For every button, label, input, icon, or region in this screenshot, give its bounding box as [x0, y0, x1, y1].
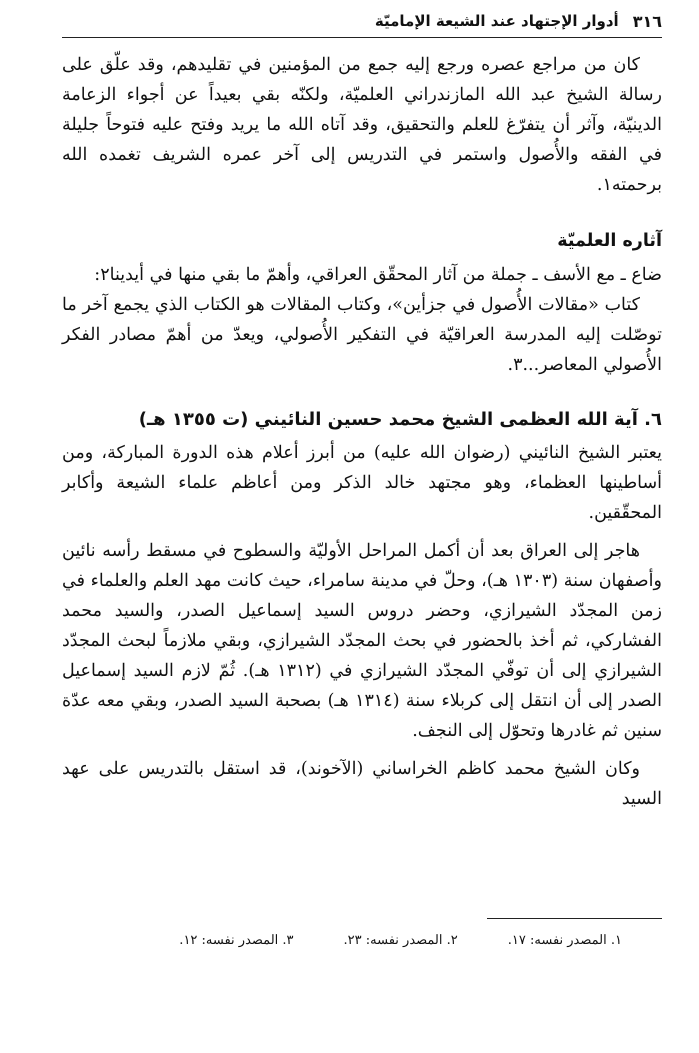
book-page: [62, 0, 662, 1053]
footnote-rule: [487, 918, 662, 919]
naini-paragraph-2: هاجر إلى العراق بعد أن أكمل المراحل الأوليّة والسطوح في مسقط رأسه نائين وأصفهان سنة (١٣٠٣ هـ)، وحلّ في مدينة سامراء، حيث كانت مهد العلم والعلماء في زمن المجدّد الشيرازي، وحضر دروس السيد إسماعيل الصدر، والسيد محمد الفشاركي، ثم أخذ بالحضور في بحث المجدّد الشيرازي، وبقي ملازماً لبحث المجدّد الشيرازي إلى أن توفّي المجدّد الشيرازي في (١٣١٢ هـ). ثُمّ لازم السيد إسماعيل الصدر إلى أن انتقل إلى كربلاء سنة (١٣١٤ هـ) بصحبة السيد الصدر، وبقي معه عدّة سنين ثم غادرها وتحوّل إلى النجف.: [62, 541, 662, 741]
naini-paragraph-1: يعتبر الشيخ النائيني (رضوان الله عليه) من أبرز أعلام هذه الدورة المباركة، ومن أساطينها العظماء، وهو مجتهد خالد الذكر ومن أعاظم علماء الشيعة وأكابر المحقّقين.: [62, 443, 662, 523]
footnotes: [179, 931, 622, 951]
footnote-2: ٢. المصدر نفسه: ٢٣.: [343, 933, 458, 948]
naini-heading: ٦. آية الله العظمى الشيخ محمد حسين النائيني (ت ١٣٥٥ هـ): [138, 409, 662, 430]
naini-paragraph-3: وكان الشيخ محمد كاظم الخراساني (الآخوند)، قد استقل بالتدريس على عهد السيد: [62, 759, 662, 809]
works-paragraph-2: كتاب «مقالات الأُصول في جزأين»، وكتاب المقالات هو الكتاب الذي يجمع آخر ما توصّلت إليه المدرسة العراقيّة في التفكير الأُصولي، ويعدّ من أهمّ مصادر الفكر الأُصولي المعاصر...٣.: [62, 295, 662, 375]
running-title: أدوار الإجتهاد عند الشيعة الإماميّة: [374, 12, 619, 30]
body-text: [62, 50, 662, 814]
footnote-1: ١. المصدر نفسه: ١٧.: [507, 933, 622, 948]
page-number: ٣١٦: [632, 11, 662, 31]
footnote-3: ٣. المصدر نفسه: ١٢.: [179, 933, 294, 948]
intro-paragraph: كان من مراجع عصره ورجع إليه جمع من المؤمنين في تقليدهم، وقد علّق على رسالة الشيخ عبد الله المازندراني العلميّة، ولكنّه بقي بعيداً عن أجواء الزعامة الدينيّة، وآثر أن يتفرّغ للعلم والتحقيق، وقد آتاه الله ما يريد وفتح عليه فتوحاً جليلة في الفقه والأُصول واستمر في التدريس إلى آخر عمره الشريف تغمده الله برحمته١.: [62, 55, 662, 195]
running-header: [62, 8, 662, 34]
works-paragraph-1: ضاع ـ مع الأسف ـ جملة من آثار المحقّق العراقي، وأهمّ ما بقي منها في أيدينا٢:: [94, 265, 662, 285]
works-heading: آثاره العلميّة: [557, 231, 662, 251]
header-rule: [62, 37, 662, 38]
